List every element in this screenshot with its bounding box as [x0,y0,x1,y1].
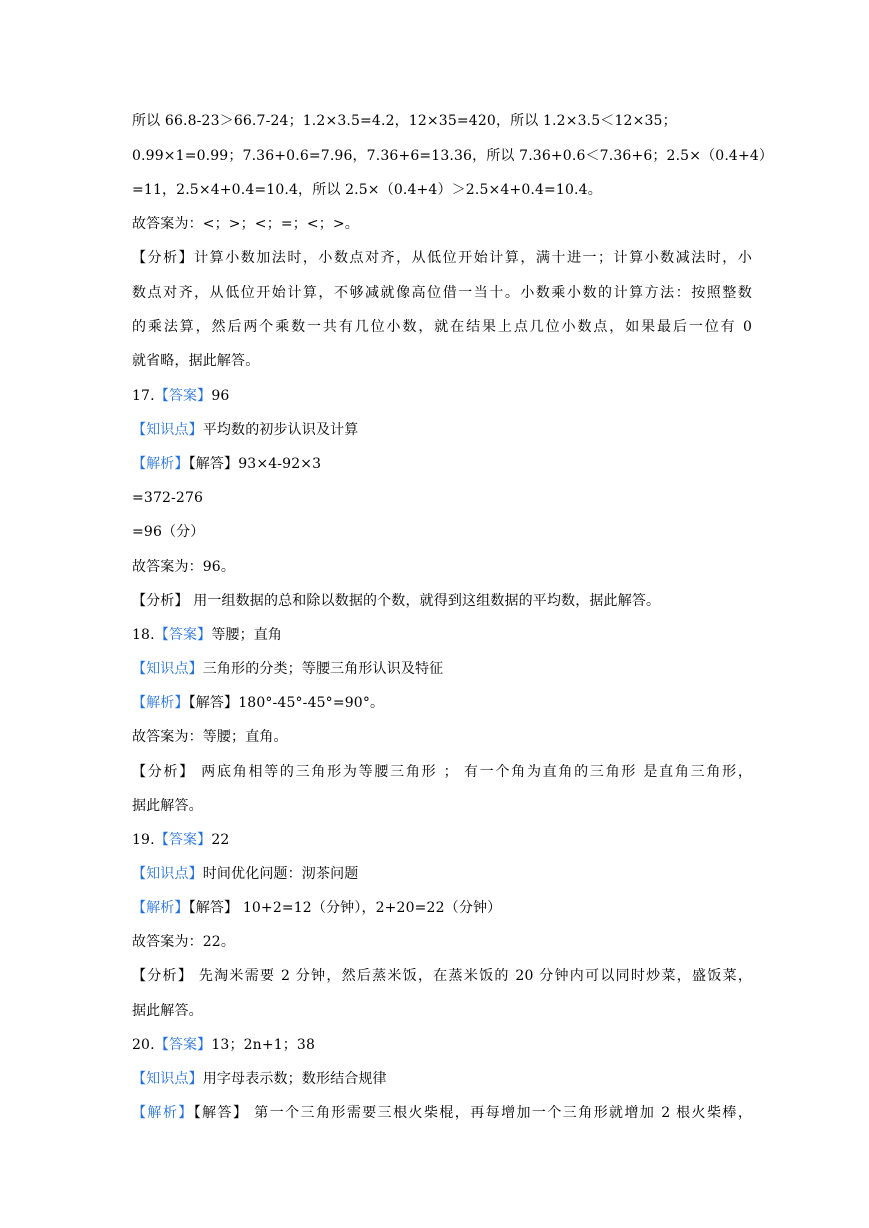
solution-text: 第一个三角形需要三根火柴棍，再每增加一个三角形就增加 2 根火柴棒， [248,1105,752,1121]
solution-step: =96（分） [132,524,205,540]
answer-value: 等腰；直角 [211,627,283,643]
analysis-text: 计算小数加法时，小数点对齐，从低位开始计算，满十进一；计算小数减法时，小 [194,250,752,266]
solution-subtag: 【解答】 [188,900,239,916]
final-answer: 故答案为：96。 [132,559,236,575]
final-answer: 故答案为：<；>；<；=；<；>。 [132,216,359,232]
answer-value: 96 [211,388,230,404]
knowledge-text: 三角形的分类；等腰三角形认识及特征 [202,661,444,677]
analysis-line [132,248,752,268]
knowledge-tag: 【知识点】 [132,1071,203,1087]
q19-analysis-line [132,966,752,986]
text-line: 0.99×1=0.99；7.36+0.6=7.96，7.36+6=13.36，所以 7.36+0.6＜7.36+6；2.5×（0.4+4） [132,148,774,164]
question-number: 20. [132,1037,155,1053]
analysis-line: 数点对齐，从低位开始计算，不够减就像高位借一当十。小数乘小数的计算方法：按照整数 [132,285,752,301]
analysis-text: 用一组数据的总和除以数据的个数，就得到这组数据的平均数，据此解答。 [188,593,661,609]
analysis-line: 的乘法算，然后两个乘数一共有几位小数，就在结果上点几位小数点，如果最后一位有 0 [132,319,752,335]
q19-solution-line [132,898,752,918]
knowledge-text: 用字母表示数；数形结合规律 [202,1071,387,1087]
answer-value: 13；2n+1；38 [211,1037,316,1053]
q17-solution-line [132,454,752,474]
q19-answer-line [132,830,752,850]
q19-knowledge-line [132,864,752,884]
text-line: =11，2.5×4+0.4=10.4，所以 2.5×（0.4+4）＞2.5×4+0.4=10.4。 [132,182,602,198]
answer-tag: 【答案】 [154,388,212,404]
q17-answer-line [132,386,752,406]
solution-tag: 【解析】 [132,695,189,711]
solution-tag: 【解析】 [132,456,189,472]
knowledge-tag: 【知识点】 [132,422,203,438]
q18-knowledge-line [132,659,752,679]
analysis-tag: 【分析】 [132,764,195,780]
question-number: 18. [132,627,155,643]
question-number: 17. [132,388,155,404]
analysis-tag: 【分析】 [132,968,194,984]
solution-text: 10+2=12（分钟），2+20=22（分钟） [238,900,502,916]
solution-subtag: 【解答】 [188,695,239,711]
final-answer: 故答案为：22。 [132,934,236,950]
solution-text: 180°-45°-45°=90°。 [238,695,385,711]
solution-step: 93×4-92×3 [238,456,322,472]
q17-analysis-line [132,591,752,611]
q18-solution-line [132,693,752,713]
final-answer: 故答案为：等腰；直角。 [132,729,288,745]
analysis-line: 据此解答。 [132,798,203,814]
question-number: 19. [132,832,155,848]
q20-knowledge-line [132,1069,752,1089]
solution-subtag: 【解答】 [188,456,239,472]
analysis-text: 两底角相等的三角形为等腰三角形 ； 有一个角为直角的三角形 是直角三角形， [195,764,753,780]
answer-tag: 【答案】 [154,1037,212,1053]
analysis-line: 据此解答。 [132,1003,203,1019]
answer-tag: 【答案】 [154,627,212,643]
q20-solution-line [132,1103,752,1123]
knowledge-text: 时间优化问题：沏茶问题 [202,866,359,882]
text-line: 所以 66.8-23＞66.7-24；1.2×3.5=4.2，12×35=420，所以 1.2×3.5＜12×35； [132,113,677,129]
knowledge-text: 平均数的初步认识及计算 [202,422,359,438]
analysis-tag: 【分析】 [132,250,195,266]
solution-tag: 【解析】 [132,900,189,916]
answer-tag: 【答案】 [154,832,212,848]
answer-value: 22 [211,832,230,848]
q20-answer-line [132,1035,752,1055]
knowledge-tag: 【知识点】 [132,866,203,882]
analysis-text: 先淘米需要 2 分钟，然后蒸米饭，在蒸米饭的 20 分钟内可以同时炒菜，盛饭菜， [193,968,752,984]
solution-step: =372-276 [132,490,204,506]
solution-tag: 【解析】 [132,1105,194,1121]
q18-analysis-line [132,762,752,782]
analysis-tag: 【分析】 [132,593,189,609]
analysis-line: 就省略，据此解答。 [132,353,260,369]
knowledge-tag: 【知识点】 [132,661,203,677]
solution-subtag: 【解答】 [193,1105,249,1121]
q17-knowledge-line [132,420,752,440]
q18-answer-line [132,625,752,645]
